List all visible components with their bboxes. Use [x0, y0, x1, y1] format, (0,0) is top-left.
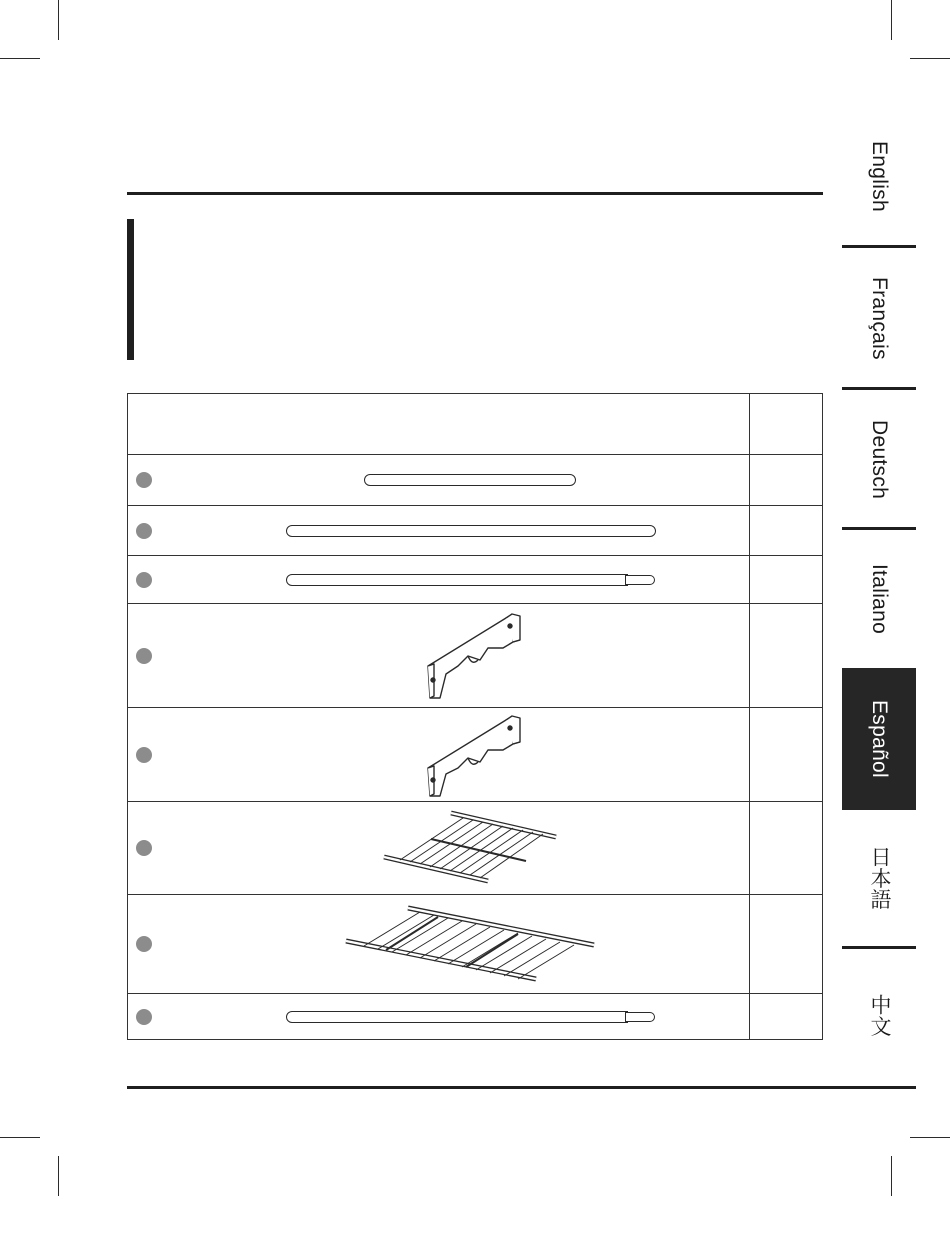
bracket-icon [128, 708, 751, 802]
bracket-icon [128, 604, 751, 708]
tab-chinese[interactable] [842, 950, 916, 1080]
table-header-row [128, 394, 823, 455]
qty-cell [750, 556, 823, 604]
part-marker [136, 523, 152, 539]
part-cell [128, 604, 750, 708]
part-cell [128, 708, 750, 802]
crop-mark [891, 1156, 892, 1196]
qty-cell [750, 455, 823, 506]
qty-cell [750, 604, 823, 708]
part-cell [128, 802, 750, 895]
tab-divider [842, 387, 916, 390]
crop-mark [58, 1156, 59, 1196]
footer-rule [127, 1086, 916, 1089]
tab-label: 日本語 [868, 846, 891, 910]
section-accent-bar [127, 219, 134, 360]
tab-espanol[interactable] [842, 668, 916, 810]
short-rod-icon [364, 474, 576, 486]
crop-mark [910, 1137, 950, 1138]
table-row [128, 455, 823, 506]
crop-mark [0, 1137, 40, 1138]
table-row [128, 895, 823, 994]
part-cell [128, 994, 750, 1040]
part-marker [136, 1009, 152, 1025]
qty-cell [750, 895, 823, 994]
tab-italiano[interactable] [842, 531, 916, 668]
tab-deutsch[interactable] [842, 391, 916, 528]
part-cell [128, 556, 750, 604]
part-marker [136, 472, 152, 488]
qty-cell [750, 802, 823, 895]
connector-rod-icon [286, 574, 628, 586]
small-wire-shelf-icon [128, 802, 751, 895]
tab-label: English [868, 141, 891, 212]
long-rod-icon [286, 525, 656, 537]
header-rule [127, 192, 823, 195]
part-cell [128, 506, 750, 556]
table-row [128, 556, 823, 604]
crop-mark [0, 58, 40, 59]
tab-francais[interactable] [842, 249, 916, 387]
tab-label: 中文 [868, 993, 891, 1037]
table-row [128, 802, 823, 895]
tab-divider [842, 245, 916, 248]
tab-label: Italiano [868, 564, 891, 635]
part-cell [128, 455, 750, 506]
header-cell-qty [750, 394, 823, 455]
table-row [128, 708, 823, 802]
table-row [128, 994, 823, 1040]
qty-cell [750, 708, 823, 802]
crop-mark [58, 0, 59, 40]
crop-mark [910, 58, 950, 59]
part-cell [128, 895, 750, 994]
tab-label: Français [868, 276, 891, 360]
connector-rod-icon [286, 1011, 628, 1023]
connector-rod-end [625, 1012, 655, 1022]
tab-divider [842, 946, 916, 949]
connector-rod-end [625, 575, 655, 585]
part-marker [136, 572, 152, 588]
tab-english[interactable] [842, 108, 916, 245]
tab-label: Español [868, 700, 891, 778]
crop-mark [891, 0, 892, 40]
header-cell-part [128, 394, 750, 455]
qty-cell [750, 506, 823, 556]
parts-table [127, 393, 823, 1040]
table-row [128, 604, 823, 708]
table-row [128, 506, 823, 556]
tab-divider [842, 527, 916, 530]
qty-cell [750, 994, 823, 1040]
large-wire-shelf-icon [128, 895, 751, 994]
tab-label: Deutsch [868, 419, 891, 500]
tab-japanese[interactable] [842, 810, 916, 946]
